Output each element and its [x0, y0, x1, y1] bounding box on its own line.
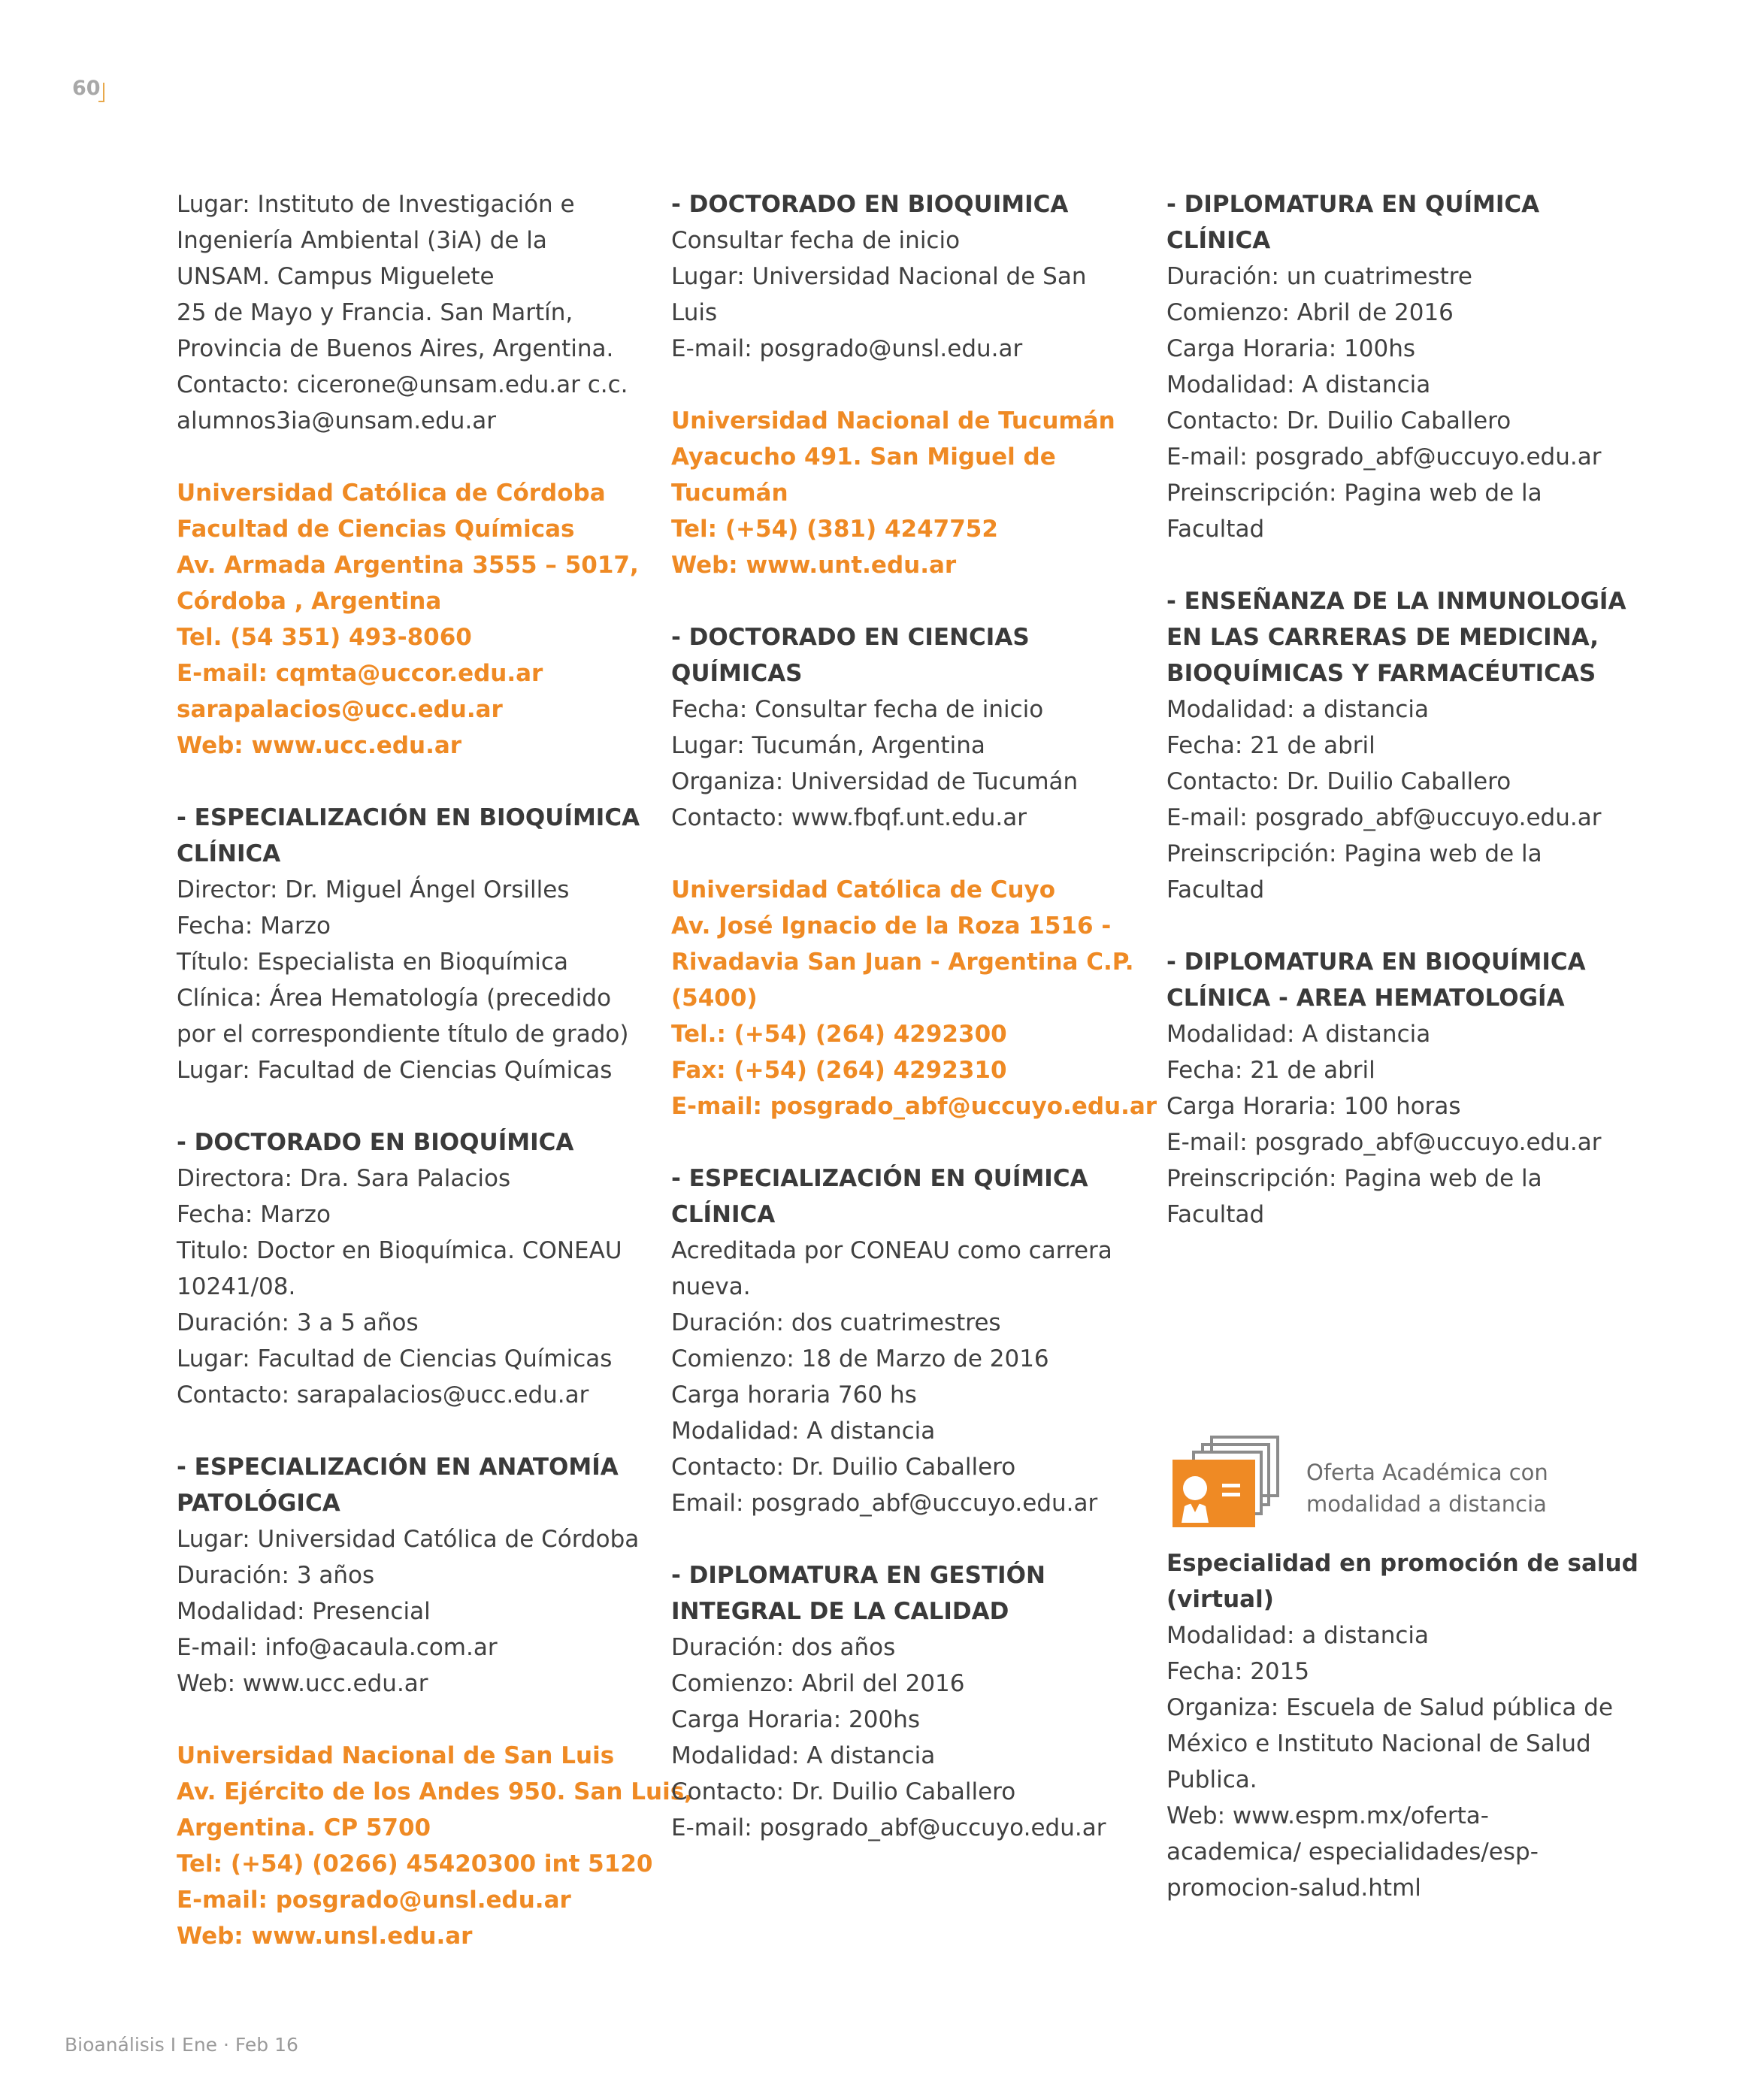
text-line: Carga Horaria: 200hs [671, 1706, 921, 1733]
text-line: Web: www.ucc.edu.ar [177, 1670, 428, 1697]
section-heading: - DIPLOMATURA EN QUÍMICA [1166, 191, 1540, 218]
text-line: Modalidad: A distancia [1166, 371, 1431, 398]
certificate-stack-icon [1166, 1434, 1287, 1530]
spacer [671, 583, 1122, 619]
institution-line: Av. Armada Argentina 3555 – 5017, [177, 552, 639, 579]
section-heading: CLÍNICA [671, 1201, 776, 1228]
text-line: México e Instituto Nacional de Salud [1166, 1730, 1591, 1757]
text-line: Preinscripción: Pagina web de la [1166, 1165, 1542, 1192]
text-line: Organiza: Universidad de Tucumán [671, 768, 1079, 795]
text-line: Directora: Dra. Sara Palacios [177, 1165, 511, 1192]
caption-line-1: Oferta Académica con [1306, 1460, 1548, 1485]
distance-offer-section [1166, 1545, 1638, 1906]
institution-line: Tel. (54 351) 493-8060 [177, 624, 472, 651]
institution-line: Universidad Católica de Cuyo [671, 876, 1056, 903]
footer-publication: Bioanálisis I Ene · Feb 16 [65, 2034, 298, 2056]
text-line: Facultad [1166, 516, 1265, 543]
institution-line: sarapalacios@ucc.edu.ar [177, 696, 503, 723]
text-line: Contacto: Dr. Duilio Caballero [1166, 407, 1511, 434]
text-line: Contacto: sarapalacios@ucc.edu.ar [177, 1381, 589, 1409]
section-heading: CLÍNICA [177, 840, 281, 867]
text-line: Provincia de Buenos Aires, Argentina. [177, 335, 614, 362]
section-heading: - ESPECIALIZACIÓN EN QUÍMICA [671, 1165, 1088, 1192]
spacer [177, 439, 628, 475]
page-number: 60 [72, 77, 101, 100]
section-heading: - ENSEÑANZA DE LA INMUNOLOGÍA [1166, 588, 1626, 615]
institution-line: Universidad Católica de Córdoba [177, 480, 606, 507]
text-line: Fecha: 2015 [1166, 1658, 1310, 1685]
section-heading: Especialidad en promoción de salud [1166, 1550, 1638, 1577]
institution-line: Rivadavia San Juan - Argentina C.P. [671, 949, 1134, 976]
spacer [177, 764, 628, 800]
section-heading: - DOCTORADO EN BIOQUÍMICA [177, 1129, 574, 1156]
section-heading: (virtual) [1166, 1586, 1274, 1613]
section-heading: CLÍNICA - AREA HEMATOLOGÍA [1166, 985, 1565, 1012]
text-line: por el correspondiente título de grado) [177, 1021, 629, 1048]
text-line: Fecha: Consultar fecha de inicio [671, 696, 1044, 723]
text-line: Facultad [1166, 1201, 1265, 1228]
text-line: Director: Dr. Miguel Ángel Orsilles [177, 876, 570, 903]
text-line: academica/ especialidades/esp- [1166, 1838, 1539, 1865]
text-line: Modalidad: a distancia [1166, 1622, 1430, 1649]
institution-line: E-mail: posgrado_abf@uccuyo.edu.ar [671, 1093, 1157, 1120]
text-line: Lugar: Instituto de Investigación e [177, 191, 575, 218]
text-line: Publica. [1166, 1766, 1257, 1793]
institution-line: Av. José Ignacio de la Roza 1516 - [671, 912, 1112, 940]
text-line: promocion-salud.html [1166, 1875, 1421, 1902]
text-line: Modalidad: a distancia [1166, 696, 1430, 723]
institution-line: Web: www.unsl.edu.ar [177, 1923, 473, 1950]
text-line: Preinscripción: Pagina web de la [1166, 840, 1542, 867]
text-line: Modalidad: A distancia [671, 1742, 936, 1769]
section-heading: INTEGRAL DE LA CALIDAD [671, 1598, 1009, 1625]
section-heading: EN LAS CARRERAS DE MEDICINA, [1166, 624, 1599, 651]
text-line: Lugar: Universidad Católica de Córdoba [177, 1526, 640, 1553]
institution-line: Tel: (+54) (0266) 45420300 int 5120 [177, 1850, 653, 1878]
text-line: Carga Horaria: 100hs [1166, 335, 1416, 362]
text-line: Organiza: Escuela de Salud pública de [1166, 1694, 1614, 1721]
text-line: Fecha: Marzo [177, 912, 331, 940]
text-line: Modalidad: Presencial [177, 1598, 431, 1625]
text-line: Duración: dos años [671, 1634, 896, 1661]
spacer [671, 836, 1122, 872]
institution-line: Tel.: (+54) (264) 4292300 [671, 1021, 1007, 1048]
text-line: Luis [671, 299, 718, 326]
text-line: Lugar: Facultad de Ciencias Químicas [177, 1057, 613, 1084]
institution-line: (5400) [671, 985, 758, 1012]
text-line: Email: posgrado_abf@uccuyo.edu.ar [671, 1490, 1098, 1517]
text-line: Fecha: 21 de abril [1166, 732, 1375, 759]
text-line: 25 de Mayo y Francia. San Martín, [177, 299, 573, 326]
text-line: Modalidad: A distancia [671, 1418, 936, 1445]
section-heading: QUÍMICAS [671, 660, 803, 687]
section-heading: BIOQUÍMICAS Y FARMACÉUTICAS [1166, 660, 1596, 687]
spacer [177, 1088, 628, 1124]
text-line: Modalidad: A distancia [1166, 1021, 1431, 1048]
institution-line: Tel: (+54) (381) 4247752 [671, 516, 998, 543]
text-line: alumnos3ia@unsam.edu.ar [177, 407, 497, 434]
section-heading: PATOLÓGICA [177, 1490, 340, 1517]
text-line: E-mail: posgrado_abf@uccuyo.edu.ar [1166, 443, 1602, 471]
text-line: Clínica: Área Hematología (precedido [177, 985, 612, 1012]
text-line: E-mail: info@acaula.com.ar [177, 1634, 498, 1661]
text-line: Contacto: Dr. Duilio Caballero [1166, 768, 1511, 795]
institution-line: Av. Ejército de los Andes 950. San Luis, [177, 1778, 693, 1805]
text-line: UNSAM. Campus Miguelete [177, 263, 495, 290]
text-line: Carga Horaria: 100 horas [1166, 1093, 1461, 1120]
spacer [671, 1124, 1122, 1160]
caption-line-2: modalidad a distancia [1306, 1491, 1547, 1517]
institution-line: Ayacucho 491. San Miguel de [671, 443, 1056, 471]
institution-line: Tucumán [671, 480, 788, 507]
spacer [177, 1413, 628, 1449]
section-heading: - DIPLOMATURA EN GESTIÓN [671, 1562, 1045, 1589]
text-line: Carga horaria 760 hs [671, 1381, 917, 1409]
spacer [671, 1521, 1122, 1557]
spacer [177, 1702, 628, 1738]
text-line: Comienzo: 18 de Marzo de 2016 [671, 1345, 1049, 1372]
institution-line: E-mail: cqmta@uccor.edu.ar [177, 660, 543, 687]
column-2 [671, 186, 1157, 1846]
text-line: Fecha: 21 de abril [1166, 1057, 1375, 1084]
section-heading: CLÍNICA [1166, 227, 1271, 254]
institution-line: Web: www.ucc.edu.ar [177, 732, 462, 759]
page-number-mark [98, 83, 104, 102]
text-line: nueva. [671, 1273, 751, 1300]
text-line: Lugar: Tucumán, Argentina [671, 732, 985, 759]
column-3 [1166, 186, 1626, 1233]
institution-line: Universidad Nacional de San Luis [177, 1742, 615, 1769]
section-heading: - ESPECIALIZACIÓN EN ANATOMÍA [177, 1454, 619, 1481]
text-line: E-mail: posgrado_abf@uccuyo.edu.ar [671, 1814, 1106, 1841]
text-line: Contacto: Dr. Duilio Caballero [671, 1778, 1016, 1805]
text-line: Duración: un cuatrimestre [1166, 263, 1472, 290]
section-heading: - ESPECIALIZACIÓN EN BIOQUÍMICA [177, 804, 640, 831]
institution-line: Universidad Nacional de Tucumán [671, 407, 1115, 434]
text-line: Comienzo: Abril de 2016 [1166, 299, 1454, 326]
text-line: Título: Especialista en Bioquímica [177, 949, 568, 976]
section-heading: - DIPLOMATURA EN BIOQUÍMICA [1166, 949, 1586, 976]
text-line: Contacto: www.fbqf.unt.edu.ar [671, 804, 1027, 831]
text-line: Contacto: cicerone@unsam.edu.ar c.c. [177, 371, 628, 398]
text-line: Web: www.espm.mx/oferta- [1166, 1802, 1489, 1829]
section-heading: - DOCTORADO EN BIOQUIMICA [671, 191, 1069, 218]
distance-offer-caption [1306, 1457, 1548, 1520]
text-line: Fecha: Marzo [177, 1201, 331, 1228]
section-heading: - DOCTORADO EN CIENCIAS [671, 624, 1030, 651]
column-1 [177, 186, 693, 1954]
institution-line: Argentina. CP 5700 [177, 1814, 431, 1841]
spacer [1166, 908, 1617, 944]
spacer [671, 367, 1122, 403]
text-line: Ingeniería Ambiental (3iA) de la [177, 227, 547, 254]
text-line: Comienzo: Abril del 2016 [671, 1670, 965, 1697]
text-line: 10241/08. [177, 1273, 296, 1300]
text-line: Duración: 3 años [177, 1562, 375, 1589]
text-line: Duración: dos cuatrimestres [671, 1309, 1001, 1336]
institution-line: Web: www.unt.edu.ar [671, 552, 957, 579]
text-line: Lugar: Facultad de Ciencias Químicas [177, 1345, 613, 1372]
text-line: Preinscripción: Pagina web de la [1166, 480, 1542, 507]
institution-line: Córdoba , Argentina [177, 588, 442, 615]
text-line: Duración: 3 a 5 años [177, 1309, 419, 1336]
text-line: E-mail: posgrado@unsl.edu.ar [671, 335, 1023, 362]
text-line: Facultad [1166, 876, 1265, 903]
institution-line: Facultad de Ciencias Químicas [177, 516, 575, 543]
text-line: Contacto: Dr. Duilio Caballero [671, 1454, 1016, 1481]
text-line: Acreditada por CONEAU como carrera [671, 1237, 1112, 1264]
text-line: E-mail: posgrado_abf@uccuyo.edu.ar [1166, 804, 1602, 831]
text-line: E-mail: posgrado_abf@uccuyo.edu.ar [1166, 1129, 1602, 1156]
institution-line: Fax: (+54) (264) 4292310 [671, 1057, 1007, 1084]
text-line: Consultar fecha de inicio [671, 227, 961, 254]
text-line: Lugar: Universidad Nacional de San [671, 263, 1087, 290]
text-line: Titulo: Doctor en Bioquímica. CONEAU [177, 1237, 622, 1264]
spacer [1166, 547, 1617, 583]
institution-line: E-mail: posgrado@unsl.edu.ar [177, 1887, 571, 1914]
